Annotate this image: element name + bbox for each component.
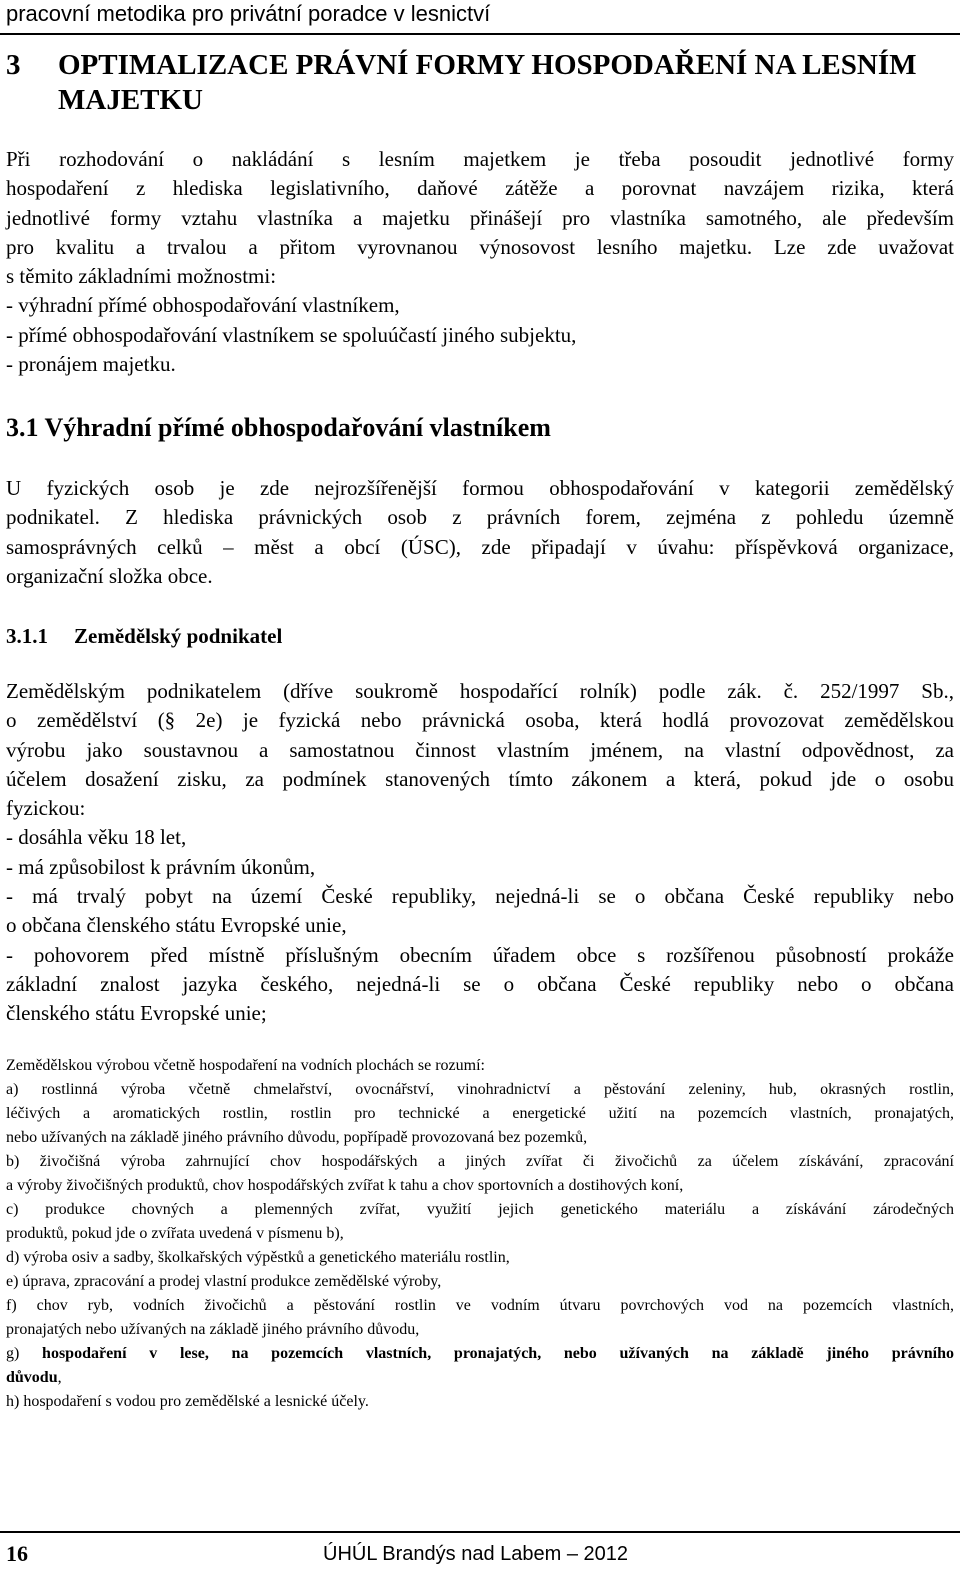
list-item-continuation: základní znalost jazyka českého, nejedná-li se o občana České republiky nebo o občana — [6, 971, 954, 996]
footer-organization: ÚHÚL Brandýs nad Labem – 2012 — [323, 1543, 628, 1565]
paragraph-line: jednotlivé formy vztahu vlastníka a majetku přinášejí pro vlastníka samotného, ale především — [6, 205, 954, 230]
definition-item-a-cont: nebo užívaných na základě jiného právního důvodu, popřípadě provozovaná bez pozemků, — [6, 1129, 588, 1146]
definition-item-c: c) produkce chovných a plemenných zvířat, využití jejich genetického materiálu a získávání zárodečných — [6, 1201, 954, 1218]
paragraph-line: účelem dosažení zisku, za podmínek stanovených tímto zákonem a která, pokud jde o osobu — [6, 766, 954, 791]
paragraph-line: samosprávných celků – měst a obcí (ÚSC), zde připadají v úvahu: příspěvková organizace, — [6, 534, 954, 559]
definition-item-h: h) hospodaření s vodou pro zemědělské a lesnické účely. — [6, 1393, 369, 1410]
paragraph-line: organizační složka obce. — [6, 563, 213, 588]
definition-item-b-cont: a výroby živočišných produktů, chov hospodářských zvířat k tahu a chov sportovních a dostihových koní, — [6, 1177, 684, 1194]
definition-item-g-bold-cont: důvodu — [6, 1369, 58, 1386]
section-3-1-1-title: Zemědělský podnikatel — [74, 624, 283, 648]
paragraph-line: pro kvalitu a trvalou a přitom vyrovnanou výnosovost lesního majetku. Lze zde uvažovat — [6, 234, 954, 259]
list-item-continuation: o občana členského státu Evropské unie, — [6, 913, 347, 938]
paragraph-line: s těmito základními možnostmi: — [6, 264, 277, 289]
section-3-1-heading: 3.1 Výhradní přímé obhospodařování vlastníkem — [6, 413, 551, 442]
section-3-title-line1: OPTIMALIZACE PRÁVNÍ FORMY HOSPODAŘENÍ NA LESNÍM — [58, 49, 917, 81]
section-3-number: 3 — [6, 49, 21, 81]
paragraph-line: o zemědělství (§ 2e) je fyzická nebo právnická osoba, která hodlá provozovat zemědělskou — [6, 708, 954, 733]
header-divider — [0, 33, 960, 35]
list-item: - pronájem majetku. — [6, 352, 176, 377]
definition-item-f-cont: pronajatých nebo užívaných na základě jiného právního důvodu, — [6, 1321, 420, 1338]
section-3-title-line2: MAJETKU — [58, 84, 203, 116]
definition-item-g-bold: hospodaření v lese, na pozemcích vlastních, pronajatých, nebo užívaných na základě jiného právního — [42, 1345, 954, 1362]
paragraph-line: fyzickou: — [6, 796, 86, 821]
list-item: - výhradní přímé obhospodařování vlastníkem, — [6, 293, 400, 318]
paragraph-line: hospodaření z hlediska legislativního, daňové zátěže a porovnat navzájem rizika, která — [6, 176, 954, 201]
section-3-1-1-heading — [6, 622, 282, 650]
list-item: - má způsobilost k právním úkonům, — [6, 854, 316, 879]
definition-item-f: f) chov ryb, vodních živočichů a pěstování rostlin ve vodním útvaru povrchových vod na pozemcích vlastních, — [6, 1297, 954, 1314]
definition-item-g-suffix: , — [57, 1369, 62, 1386]
definition-item-e: e) úprava, zpracování a prodej vlastní produkce zemědělské výroby, — [6, 1273, 442, 1290]
section-3-intro — [6, 145, 954, 379]
paragraph-line: U fyzických osob je zde nejrozšířenější formou obhospodařování v kategorii zemědělský — [6, 476, 954, 500]
section-3-1-1-body — [6, 677, 954, 1029]
list-item-continuation: členského státu Evropské unie; — [6, 1001, 267, 1026]
paragraph-line: Zemědělským podnikatelem (dříve soukromě hospodařící rolník) podle zák. č. 252/1997 Sb., — [6, 679, 954, 703]
section-3-1-body — [6, 474, 954, 591]
definition-item-d: d) výroba osiv a sadby, školkařských výpěstků a genetického materiálu rostlin, — [6, 1249, 510, 1266]
definition-item-a: a) rostlinná výroba včetně chmelařství, ovocnářství, vinohradnictví a pěstování zeleniny, hub, okrasných rostlin, — [6, 1081, 954, 1098]
definition-item-g-prefix: g) — [6, 1345, 43, 1362]
definition-item-a-cont: léčivých a aromatických rostlin, rostlin pro technické a energetické užití na pozemcích vlastních, pronajatých, — [6, 1105, 954, 1122]
definition-item-g-cont — [6, 1366, 954, 1390]
section-3-heading — [6, 48, 954, 118]
definition-intro: Zemědělskou výrobou včetně hospodaření na vodních plochách se rozumí: — [6, 1057, 485, 1074]
paragraph-line: Při rozhodování o nakládání s lesním majetkem je třeba posoudit jednotlivé formy — [6, 147, 954, 171]
definition-item-c-cont: produktů, pokud jde o zvířata uvedená v písmenu b), — [6, 1225, 344, 1242]
definition-block — [6, 1054, 954, 1414]
page-number: 16 — [6, 1541, 28, 1566]
paragraph-line: podnikatel. Z hlediska právnických osob z právních forem, zejména z pohledu územně — [6, 505, 954, 530]
paragraph-line: výrobu jako soustavnou a samostatnou činnost vlastním jménem, na vlastní odpovědnost, za — [6, 737, 954, 762]
definition-item-g — [6, 1342, 954, 1366]
list-item: - dosáhla věku 18 let, — [6, 825, 187, 850]
list-item: - pohovorem před místně příslušným obecním úřadem obce s rozšířenou působností prokáže — [6, 942, 954, 967]
definition-item-b: b) živočišná výroba zahrnující chov hospodářských a jiných zvířat či živočichů za účelem získávání, zpracování — [6, 1153, 954, 1170]
list-item: - má trvalý pobyt na území České republiky, nejedná-li se o občana České republiky nebo — [6, 884, 954, 909]
list-item: - přímé obhospodařování vlastníkem se spoluúčastí jiného subjektu, — [6, 322, 577, 347]
section-3-1-1-number: 3.1.1 — [6, 624, 48, 648]
section-3-title — [58, 48, 917, 118]
footer-divider — [0, 1531, 960, 1533]
running-header: pracovní metodika pro privátní poradce v lesnictví — [6, 1, 491, 26]
